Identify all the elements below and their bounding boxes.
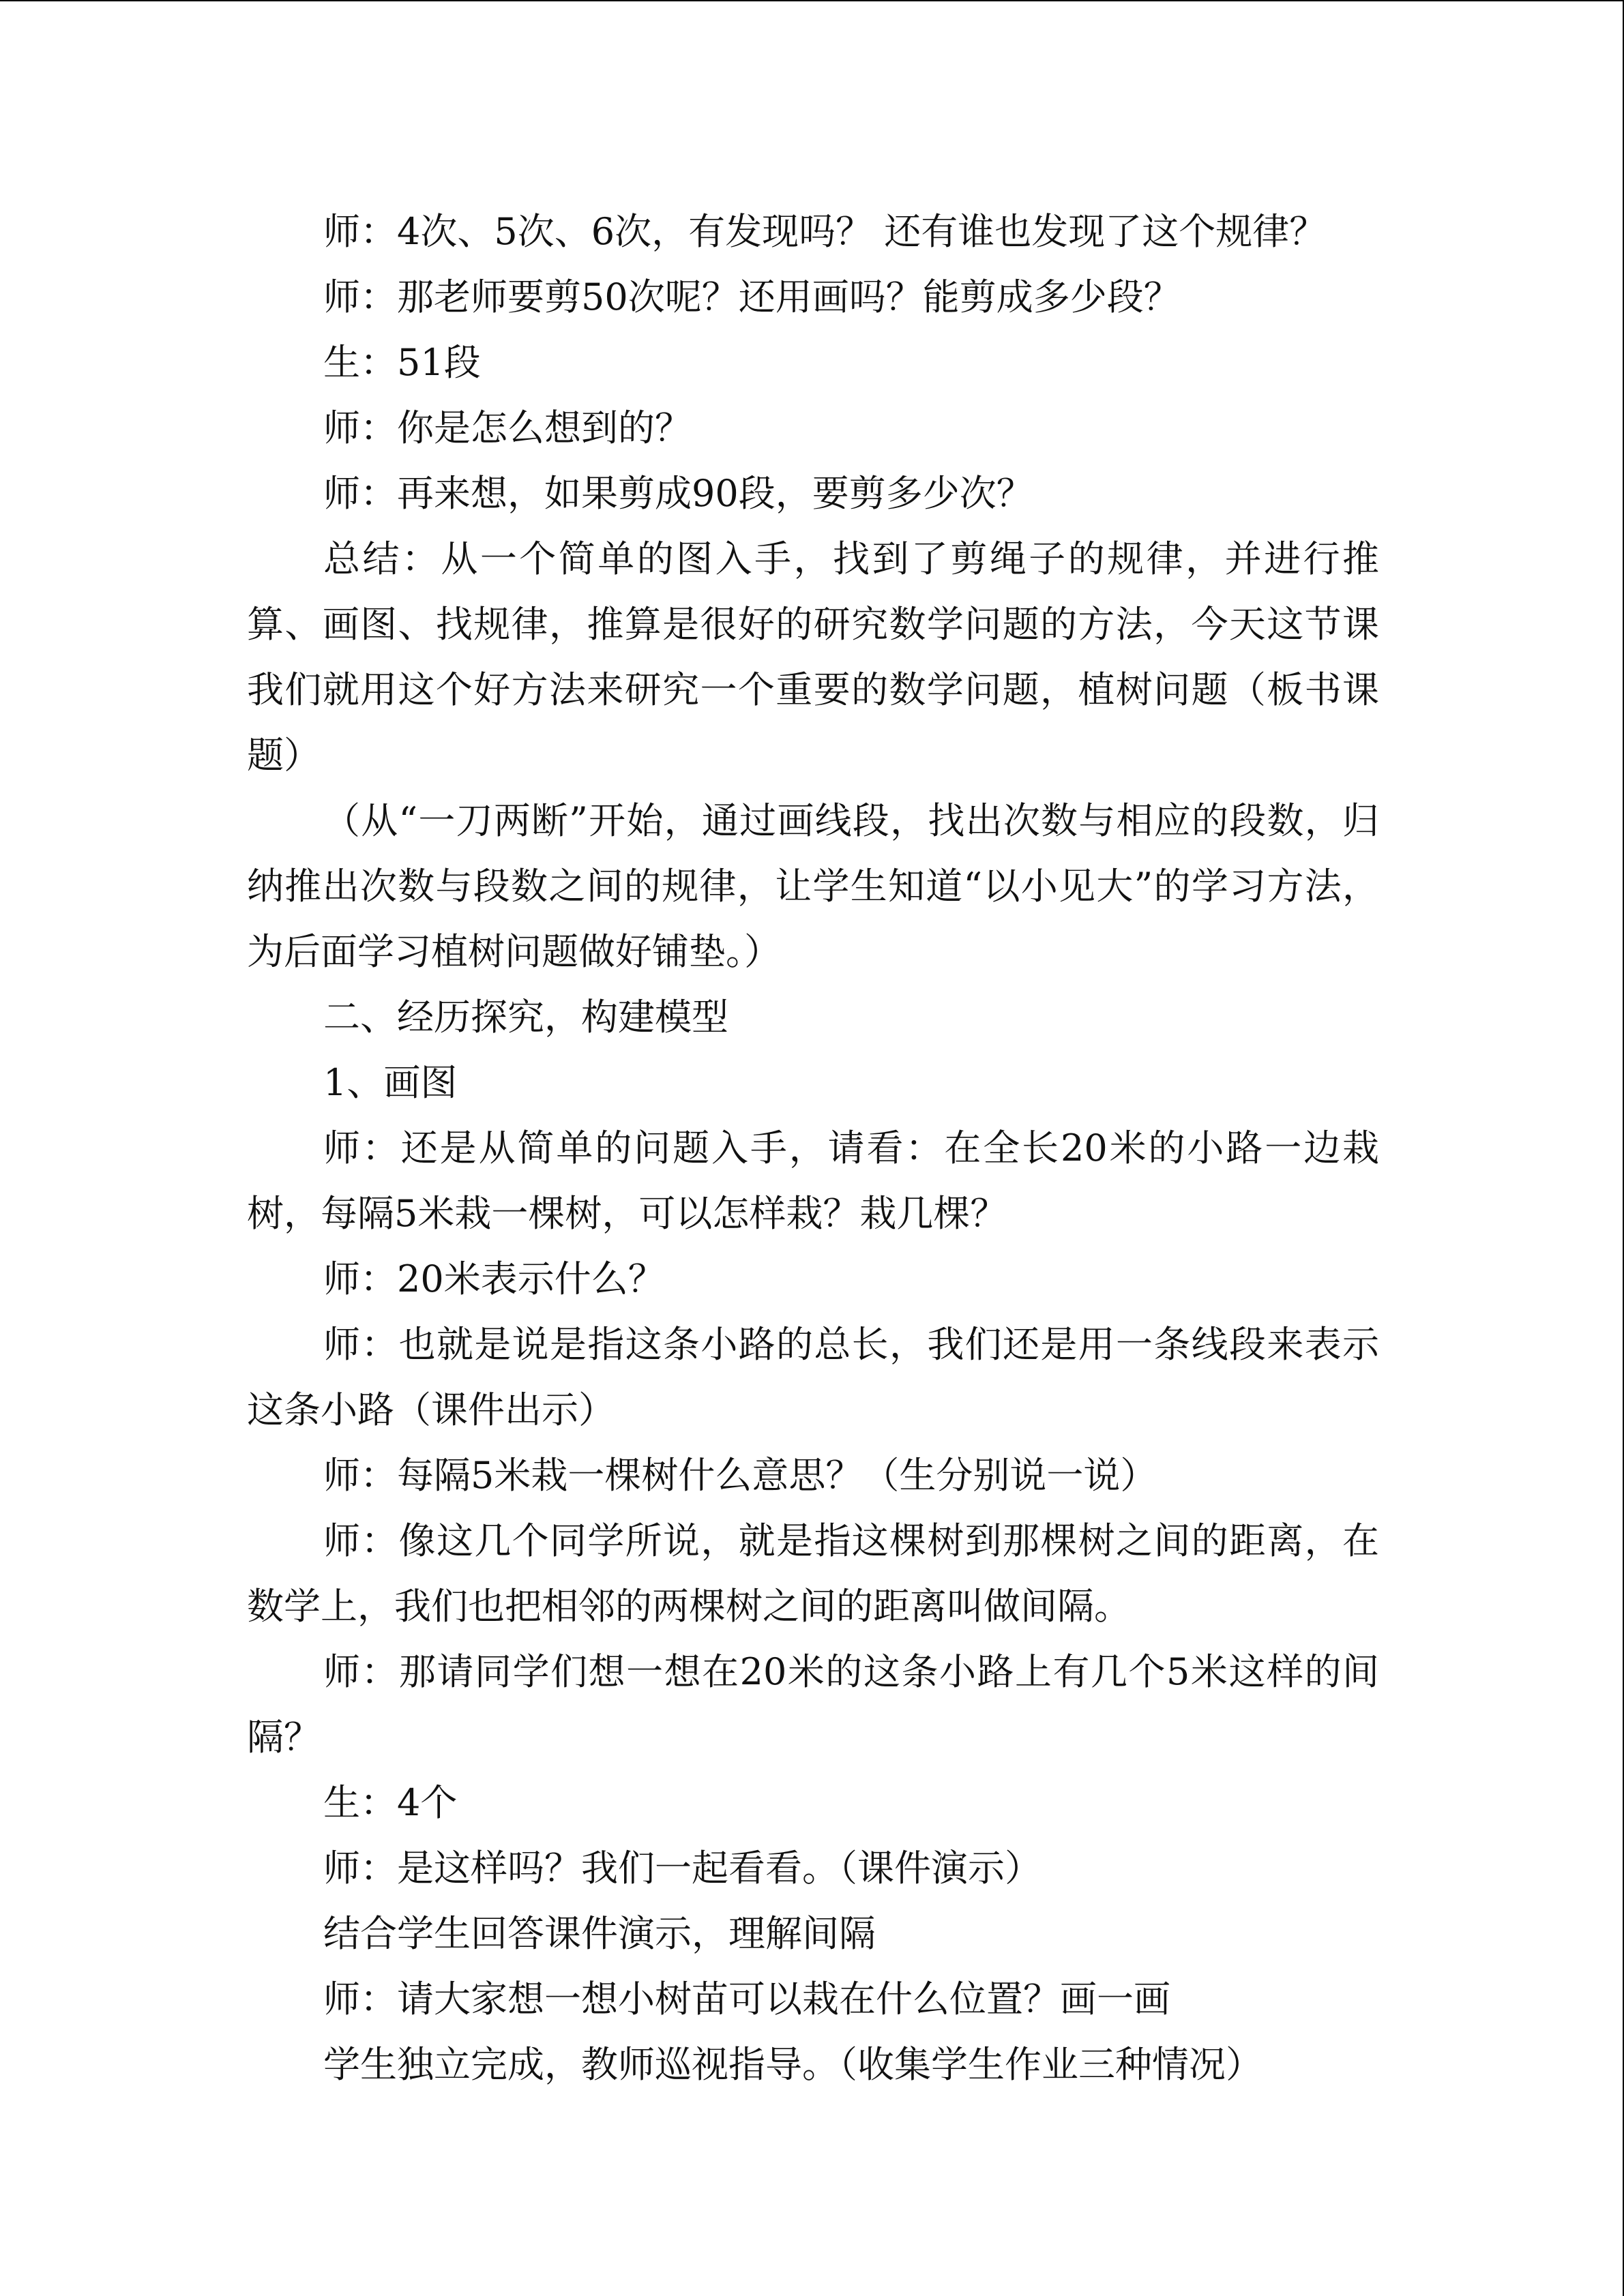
paragraph: 师：还是从简单的问题入手，请看：在全长20米的小路一边栽树，每隔5米栽一棵树，可以怎样栽？栽几棵？	[247, 1127, 1379, 1235]
paragraph: 生：4个	[323, 1781, 458, 1824]
paragraph: 结合学生回答课件演示，理解间隔	[323, 1912, 876, 1955]
paragraph: 师：那老师要剪50次呢？还用画吗？能剪成多少段？	[323, 275, 1181, 318]
paragraph: 师：像这几个同学所说，就是指这棵树到那棵树之间的距离，在数学上，我们也把相邻的两棵树之间的距离叫做间隔。	[247, 1519, 1379, 1628]
paragraph: （从“一刀两断”开始，通过画线段，找出次数与相应的段数，归纳推出次数与段数之间的规律，让学生知道“以小见大”的学习方法，为后面学习植树问题做好铺垫。）	[247, 799, 1379, 973]
subsection-heading: 1、画图	[323, 1061, 458, 1104]
paragraph: 师：你是怎么想到的？	[323, 406, 692, 449]
paragraph: 生：51段	[323, 341, 481, 384]
paragraph: 师：再来想，如果剪成90段，要剪多少次？	[323, 472, 1033, 515]
paragraph: 师：请大家想一想小树苗可以栽在什么位置？画一画	[323, 1978, 1170, 2021]
paragraph: 师：4次、5次、6次，有发现吗？ 还有谁也发现了这个规律？	[323, 210, 1327, 253]
paragraph: 师：也就是说是指这条小路的总长，我们还是用一条线段来表示这条小路（课件出示）	[247, 1323, 1379, 1431]
paragraph: 师：每隔5米栽一棵树什么意思？（生分别说一说）	[323, 1454, 1157, 1497]
paragraph: 师：20米表示什么？	[323, 1257, 665, 1300]
section-heading: 二、经历探究，构建模型	[323, 996, 728, 1039]
paragraph: 学生独立完成，教师巡视指导。（收集学生作业三种情况）	[323, 2043, 1263, 2086]
paragraph: 师：那请同学们想一想在20米的这条小路上有几个5米这样的间隔？	[247, 1650, 1379, 1759]
paragraph: 总结：从一个简单的图入手，找到了剪绳子的规律，并进行推算、画图、找规律，推算是很好的研究数学问题的方法，今天这节课我们就用这个好方法来研究一个重要的数学问题，植树问题（板书课题）	[247, 537, 1379, 777]
document-body	[247, 199, 1379, 2098]
paragraph: 师：是这样吗？我们一起看看。（课件演示）	[323, 1847, 1042, 1890]
